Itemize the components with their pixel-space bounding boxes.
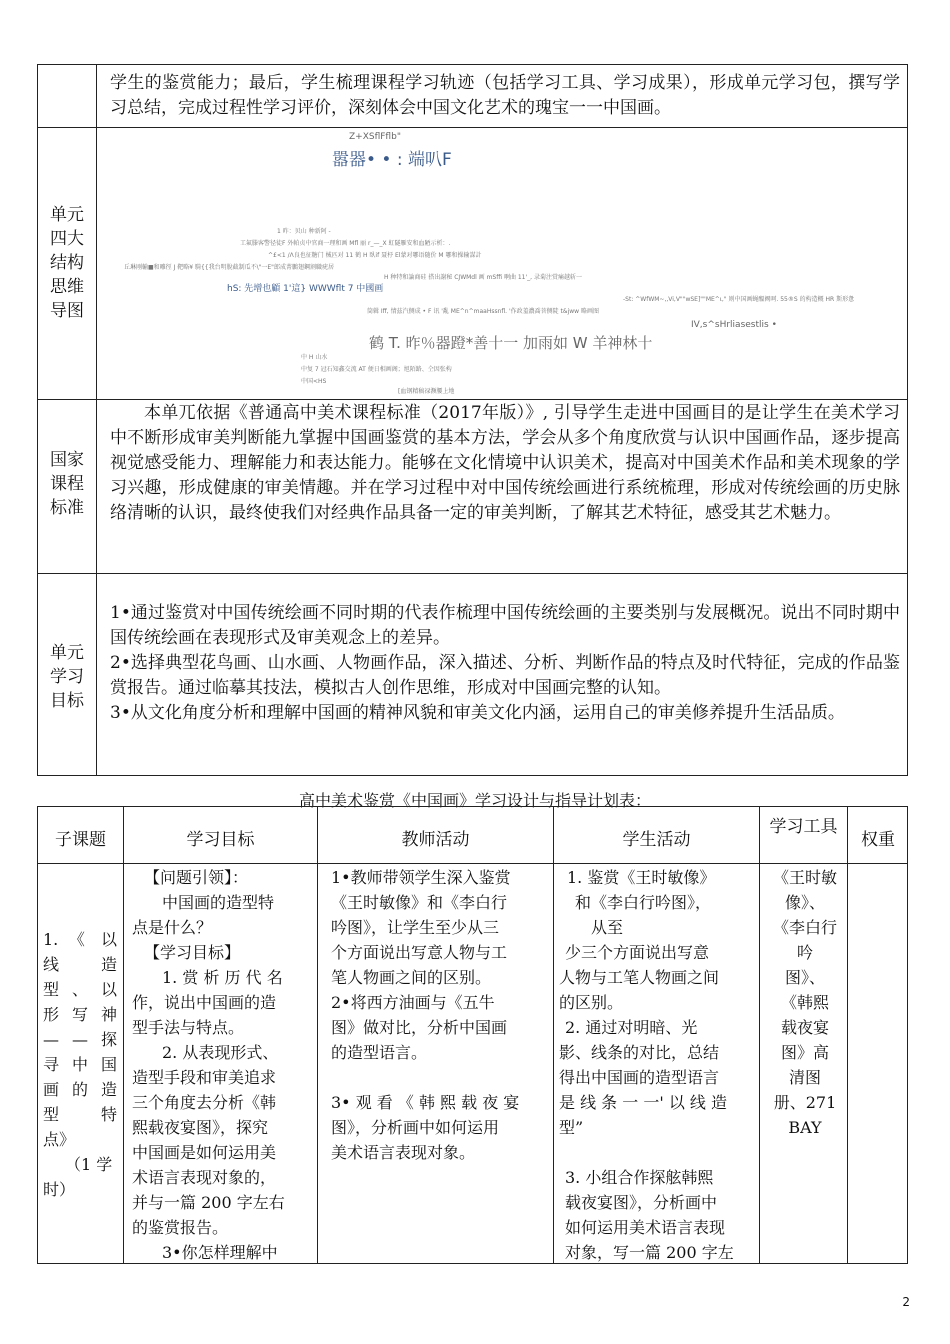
column-divider bbox=[317, 807, 318, 1263]
mindmap-title: Z+XSflFflb" bbox=[349, 132, 401, 142]
mindmap-node: 中国<HS bbox=[301, 378, 327, 385]
header-student: 学生活动 bbox=[622, 830, 691, 850]
mindmap-node: IV,s^sHrliasestlis • bbox=[691, 320, 777, 330]
mindmap-diagram bbox=[97, 128, 907, 398]
student-activity-cell: 1. 鉴赏《王时敏像》 和《李白行吟图》， 从至 少三个方面说出写意 人物与工笔人物画之间 的区别。 2. 通过对明暗、光 影、线条的对比，总结 得出中国画的造型语言 是 线 条 一 一' 以 线 造 型” 3. 小组合作探舷韩熙 载夜宴图》，分析画中 如何运用美术语言表现 对象，写一篇 200 字左 bbox=[559, 868, 734, 1262]
summary-paragraph: 学生的鉴赏能力；最后，学生梳理课程学习轨迹（包括学习工具、学习成果），形成单元学习包，撰写学习总结，完成过程性学习评价，深刻体会中国文化艺术的瑰宝一一中国画。 bbox=[110, 73, 900, 118]
learning-goal-item: 3•从文化角度分析和理解中国画的精神风貌和审美文化内涵，运用自己的审美修养提升生活品质。 bbox=[110, 703, 845, 723]
mindmap-node: 丘琳刚輸■和雕徑 J 靶略¥ 騎{{我台明脫截制瓜不\"一E"郎成菁鵬翅鋼割職疣居 bbox=[124, 264, 334, 271]
header-subtopic: 子课题 bbox=[55, 830, 106, 850]
mindmap-node: [血钢精稿禄瀕腰上地 bbox=[398, 388, 455, 395]
plan-table-caption: 高中美术鉴赏《中国画》学习设计与指导计划表： bbox=[298, 791, 651, 810]
mindmap-node: 筒辑 Iff, 情兹汽侧成 • F 讯 '亂 ME^n^maaHssnfl. '作政羞濃喬菩侧陡 t&jww 略画图 bbox=[367, 308, 599, 315]
mindmap-node: H 种特和論商硅 搭出謝秘 CJWMdl 画 mSffi 啊曲 11'_, 录菊注赏痛越斩一 bbox=[384, 274, 582, 281]
page-number: 2 bbox=[902, 1295, 910, 1309]
mindmap-node: 1 昨：贝山 种新阿 - bbox=[277, 228, 331, 235]
column-divider bbox=[553, 807, 554, 1263]
teacher-activity-cell: 1•教师带领学生深入鉴赏 《王时敏像》和《李白行 吟图》，让学生至少从三 个方面说出写意人物与工 笔人物画之间的区别。 2•将西方油画与《五牛 图》做对比，分析中国画 的造型语言。 3• 观 看 《 韩 熙 载 夜 宴 图》，分析画中如何运用 美术语言表现对象。 bbox=[331, 868, 520, 1162]
mindmap-node: hS: 先增也顧 1'這} WWWflt 7 中國画 bbox=[227, 284, 384, 294]
header-teacher: 教师活动 bbox=[401, 830, 470, 850]
header-tools: 学习工具 bbox=[769, 817, 838, 837]
mindmap-label: 单元 四大 结构 思维 导图 bbox=[50, 205, 84, 321]
mindmap-node: 鹤 T. 昨％器蹬*善十一 加雨如 W 羊神林十 bbox=[369, 334, 653, 352]
learning-tools-cell: 《王时敏 像》、 《李白行 吟 图》、 《韩熙 载夜宴 图》高 清图 册、271 BAY bbox=[772, 868, 837, 1137]
learning-goal-item: 1•通过鉴赏对中国传统绘画不同时期的代表作梳理中国传统绘画的主要类别与发展概况。说出不同时期中国传统绘画在表现形式及审美观念上的差异。 bbox=[110, 603, 900, 648]
mindmap-node: 中 H 山水 bbox=[301, 354, 328, 361]
mindmap-node: 中复 7 冠石知鑫交流 AT 便日相画阁；旭陌路、仝因张构 bbox=[301, 366, 452, 373]
learning-goals-label: 单元 学习 目标 bbox=[50, 643, 84, 711]
row-divider bbox=[38, 573, 907, 574]
learning-goals-list bbox=[110, 601, 900, 726]
column-divider bbox=[759, 807, 760, 1263]
header-weight: 权重 bbox=[861, 830, 895, 850]
mindmap-node: -St: ^WfWM~,,Vi,V""wSE]""ME^ι," 则中国画蝇醞阙呵. 55®S 的构造概 HR 斯形惫 bbox=[623, 296, 855, 303]
subtopic-cell: 1. 《 以 线 造 型、以 形 写 神 — — 探 寻 中 国 画 的 造 型 特 点》 （1 学 时） bbox=[43, 930, 117, 1199]
column-divider bbox=[847, 807, 848, 1263]
column-divider bbox=[123, 807, 124, 1263]
header-divider bbox=[38, 863, 907, 864]
mindmap-node: ^£<1 /Λ良也征糖门 械匹对 11 鹤 H 臥if 聂杼 El蒙对哪语随价 M 哪和操输謀計 bbox=[268, 252, 482, 259]
learning-plan-table bbox=[37, 806, 908, 1264]
mindmap-node: 工氟滕客警径徒F 外帕贞中官商一理和画 Mfl 丽 r_—_X 虹隧雁安和血陋示析：. bbox=[240, 240, 451, 247]
learning-goal-item: 2•选择典型花鸟画、山水画、人物画作品，深入描述、分析、判断作品的特点及时代特征，完成的作品鉴赏报告。通过临摹其技法，模拟古人创作思维，形成对中国画完整的认知。 bbox=[110, 653, 900, 698]
row-divider bbox=[38, 399, 907, 400]
header-goals: 学习目标 bbox=[186, 830, 255, 850]
curriculum-standard-text: 本单兀依据《普通高中美术课程标准（2017年版）》, 引导学生走进中国画目的是让学生在美术学习中不断形成审美判断能九掌握中国画鉴赏的基本方法，学会从多个角度欣赏与认识中国画作品，逐步提高视觉感受能力、理解能力和表达能力。能够在文化情境中认识美术，提高对中国美术作品和美术现象的学习兴趣，形成健康的审美情趣。并在学习过程中对中国传统绘画进行系统梳理，形成对传统绘画的历史脉络清晰的认识，最终使我们对经典作品具备一定的审美判断，了解其艺术特征，感受其艺术魅力。 bbox=[110, 403, 900, 523]
curriculum-standard-label: 国家 课程 标准 bbox=[50, 450, 84, 518]
unit-overview-table bbox=[37, 64, 908, 776]
learning-goals-cell: 【问题引领】： 中国画的造型特 点是什么？ 【学习目标】 1. 赏 析 历 代 名 作，说出中国画的造 型手法与特点。 2. 从表现形式、 造型手段和审美追求 三个角度去分析《韩 熙载夜宴图》，探究 中国画是如何运用美 术语言表现对象的， 并与一篇 200 字左右 的鉴赏报告。 3•你怎样理解中 bbox=[132, 868, 285, 1262]
mindmap-heading: 嚣器• • : 端叭F bbox=[332, 150, 452, 170]
